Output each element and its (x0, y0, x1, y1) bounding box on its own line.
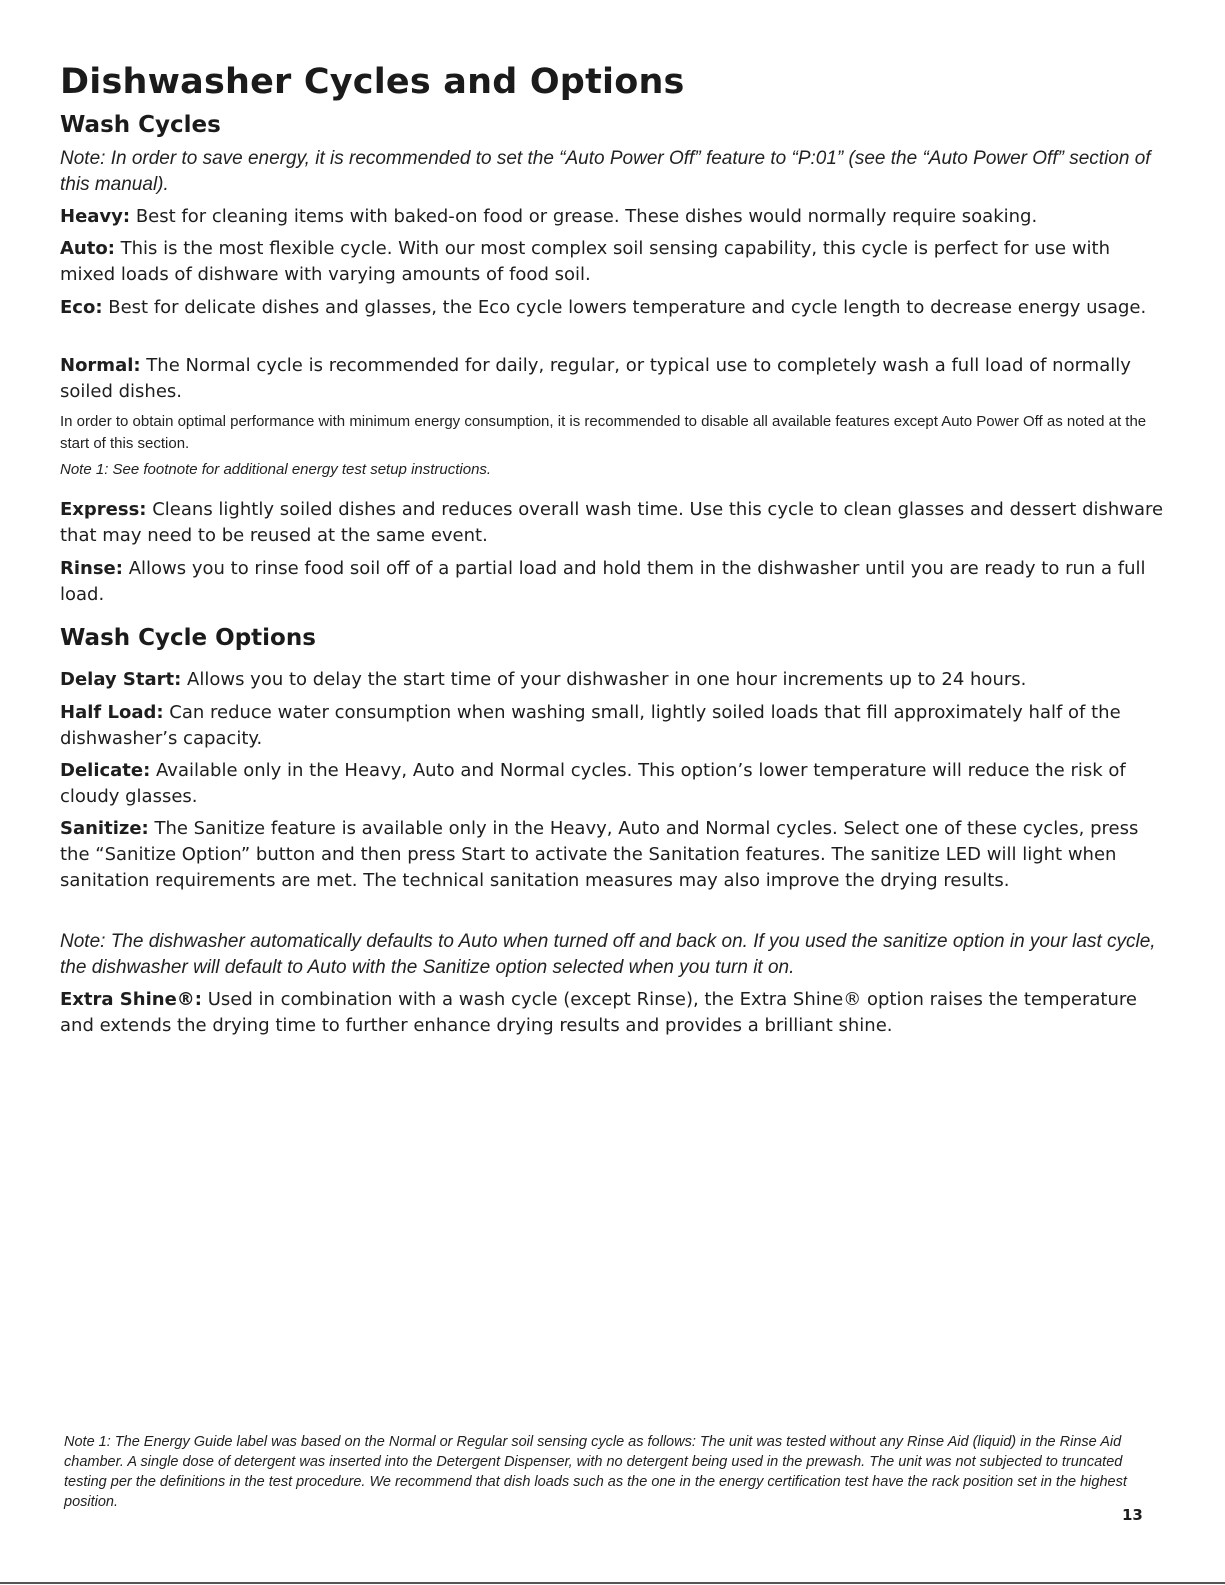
cycle-eco-text: Best for delicate dishes and glasses, the Eco cycle lowers temperature and cycle length to decrease energy usage. (102, 297, 1147, 318)
cycle-express (60, 497, 1168, 549)
cycle-heavy-text: Best for cleaning items with baked-on food or grease. These dishes would normally require soaking. (130, 206, 1038, 227)
cycle-eco-label: Eco: (60, 297, 103, 318)
cycle-normal-text: The Normal cycle is recommended for daily, regular, or typical use to completely wash a full load of normally soiled dishes. (60, 355, 1131, 402)
cycle-normal-label: Normal: (60, 355, 141, 376)
option-half-load-text: Can reduce water consumption when washing small, lightly soiled loads that fill approximately half of the dishwasher’s capacity. (60, 702, 1121, 749)
option-extra-shine-label: Extra Shine®: (60, 989, 202, 1010)
option-sanitize (60, 816, 1168, 894)
energy-guide-footnote: Note 1: The Energy Guide label was based on the Normal or Regular soil sensing cycle as follows: The unit was tested without any Rinse Aid (liquid) in the Rinse Aid chamber. A single dose of detergent was inserted into the Detergent Dispenser, with no detergent being used in the prewash. The unit was not subjected to truncated testing per the definitions in the test procedure. We recommend that dish loads such as the one in the energy certification test have the rack position set in the highest position. (64, 1434, 1127, 1510)
option-sanitize-label: Sanitize: (60, 818, 149, 839)
option-half-load (60, 700, 1168, 752)
auto-default-note: Note: The dishwasher automatically defaults to Auto when turned off and back on. If you used the sanitize option in your last cycle, the dishwasher will default to Auto with the Sanitize option selected when you turn it on. (60, 931, 1156, 978)
energy-note: Note: In order to save energy, it is recommended to set the “Auto Power Off” feature to “P:01” (see the “Auto Power Off” section of this manual). (60, 148, 1151, 195)
cycle-rinse-label: Rinse: (60, 558, 123, 579)
option-delay-start-label: Delay Start: (60, 669, 182, 690)
cycle-auto (60, 236, 1168, 288)
cycle-rinse-text: Allows you to rinse food soil off of a partial load and hold them in the dishwasher until you are ready to run a full load. (60, 558, 1146, 605)
cycle-normal (60, 353, 1168, 405)
wash-cycle-options-heading: Wash Cycle Options (60, 625, 316, 651)
option-delicate (60, 758, 1168, 810)
cycle-express-label: Express: (60, 499, 147, 520)
option-extra-shine (60, 987, 1168, 1039)
cycle-heavy-label: Heavy: (60, 206, 131, 227)
option-extra-shine-text: Used in combination with a wash cycle (except Rinse), the Extra Shine® option raises the temperature and extends the drying time to further enhance drying results and provides a brilliant shine. (60, 989, 1137, 1036)
option-delay-start-text: Allows you to delay the start time of your dishwasher in one hour increments up to 24 hours. (181, 669, 1027, 690)
cycle-eco (60, 295, 1168, 321)
option-delicate-label: Delicate: (60, 760, 151, 781)
cycle-auto-text: This is the most flexible cycle. With our most complex soil sensing capability, this cycle is perfect for use with mixed loads of dishware with varying amounts of food soil. (60, 238, 1111, 285)
page-title: Dishwasher Cycles and Options (60, 62, 685, 102)
cycle-auto-label: Auto: (60, 238, 115, 259)
bottom-rule (0, 1582, 1225, 1584)
option-delay-start (60, 667, 1168, 693)
cycle-rinse (60, 556, 1168, 608)
cycle-express-text: Cleans lightly soiled dishes and reduces overall wash time. Use this cycle to clean glasses and dessert dishware that may need to be reused at the same event. (60, 499, 1164, 546)
option-sanitize-text: The Sanitize feature is available only in the Heavy, Auto and Normal cycles. Select one of these cycles, press the “Sanitize Option” button and then press Start to activate the Sanitation features. The sanitize LED will light when sanitation requirements are met. The technical sanitation measures may also improve the drying results. (60, 818, 1139, 891)
page-number: 13 (1122, 1506, 1143, 1524)
cycle-heavy (60, 204, 1168, 230)
option-half-load-label: Half Load: (60, 702, 164, 723)
optimal-performance-note: In order to obtain optimal performance with minimum energy consumption, it is recommended to disable all available features except Auto Power Off as noted at the start of this section. (60, 413, 1147, 452)
note1-reference: Note 1: See footnote for additional energy test setup instructions. (60, 461, 492, 478)
wash-cycles-heading: Wash Cycles (60, 112, 221, 138)
option-delicate-text: Available only in the Heavy, Auto and Normal cycles. This option’s lower temperature will reduce the risk of cloudy glasses. (60, 760, 1126, 807)
